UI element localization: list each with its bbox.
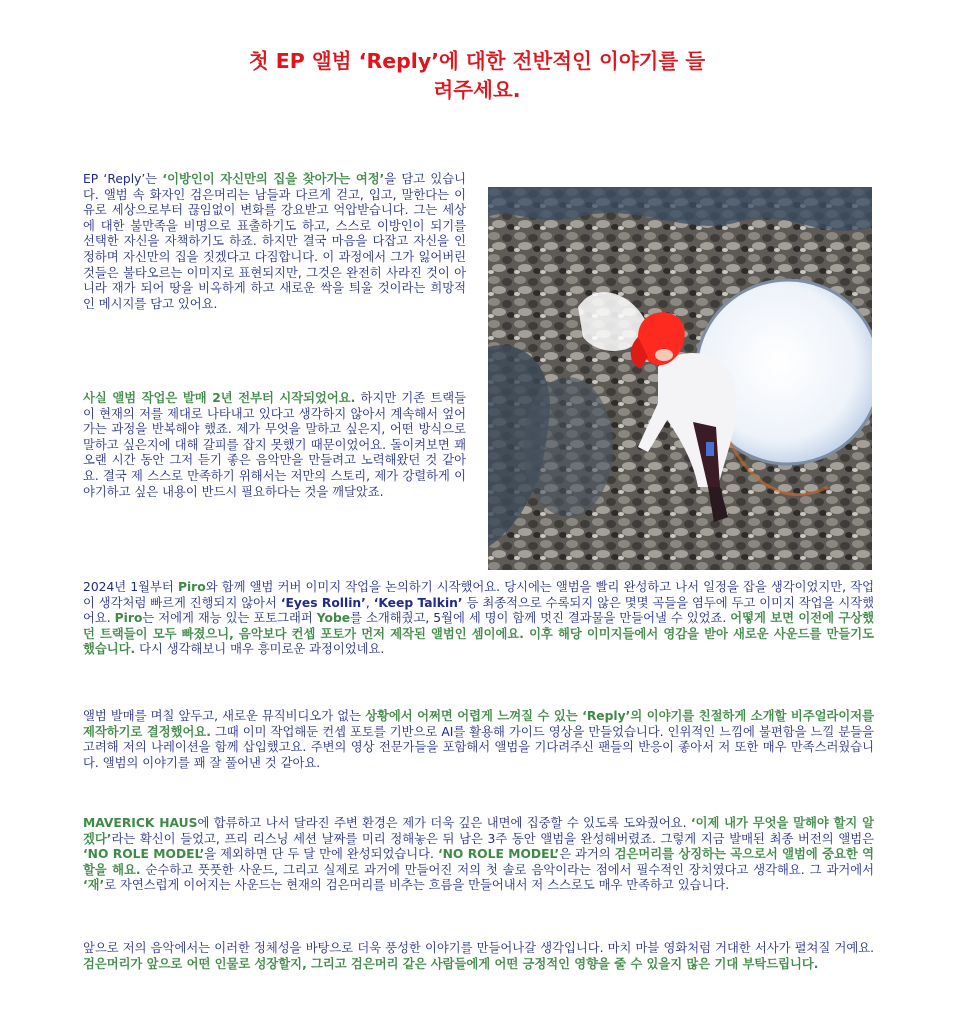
p5-segment: ‘재’ xyxy=(83,878,105,893)
paragraph-future xyxy=(83,941,874,972)
p5-segment: 에 합류하고 나서 달라진 주변 환경은 제가 더욱 깊은 내면에 집중할 수 있도록 도와줬어요. xyxy=(197,816,691,830)
p3-segment: 는 저에게 재능 있는 포토그래퍼 xyxy=(142,611,317,626)
p3-segment: , xyxy=(365,595,374,610)
p3-segment: 다시 생각해보니 매우 흥미로운 과정이었네요. xyxy=(135,642,385,657)
p5-segment: 을 제외하면 단 두 달 만에 완성되었습니다. xyxy=(204,847,438,862)
paragraph-album-work xyxy=(83,391,466,500)
p3-segment: ‘Keep Talkin’ xyxy=(373,595,463,610)
p5-segment: ‘NO ROLE MODEL’ xyxy=(83,847,205,862)
p5-segment: MAVERICK HAUS xyxy=(83,816,198,830)
p3-segment: Yobe xyxy=(316,611,351,626)
p5-segment: 은 과거의 xyxy=(559,847,615,862)
page-title xyxy=(0,47,954,105)
p3-segment: ‘Eyes Rollin’ xyxy=(280,595,366,610)
paragraph-visualizer xyxy=(83,709,874,771)
paragraph-ep-concept xyxy=(83,172,466,312)
p6-segment: 검은머리가 앞으로 어떤 인물로 성장할지, 그리고 검은머리 같은 사람들에게 어떤 긍정적인 영향을 줄 수 있을지 많은 기대 부탁드립니다. xyxy=(83,956,819,971)
p5-segment: ‘NO ROLE MODEL’ xyxy=(437,847,560,862)
p4-segment: 앨범 발매를 며칠 앞두고, 새로운 뮤직비디오가 없는 xyxy=(83,709,366,723)
title-line-1: 첫 EP 앨범 ‘Reply’에 대한 전반적인 이야기를 들 xyxy=(248,49,706,73)
p2-segment: 사실 앨범 작업은 발매 2년 전부터 시작되었어요. xyxy=(83,391,356,405)
p3-segment: Piro xyxy=(177,580,206,594)
p3-segment: 등 최종적으로 수록되지 않은 몇몇 곡들을 염두에 두고 이미지 작업을 시작했어요. xyxy=(83,595,874,626)
p5-segment: ‘이제 내가 무엇을 말해야 할지 알겠다’ xyxy=(83,816,874,846)
album-concept-photo xyxy=(488,187,872,570)
p3-segment: 어떻게 보면 이전에 구상했던 트랙들이 모두 빠졌으니, 음악보다 컨셉 포토가 먼저 제작된 앨범인 셈이에요. 이후 해당 이미지들에서 영감을 받아 새로운 사운드를 만들기도 했습니다. xyxy=(83,611,875,657)
p2-segment: 하지만 기존 트랙들이 현재의 저를 제대로 나타내고 있다고 생각하지 않아서 계속해서 엎어가는 과정을 반복해야 했죠. 제가 무엇을 말하고 싶은지, 어떤 방식으로 말하고 싶은지에 대해 갈피를 잡지 못했기 때문이었어요. 돌이켜보면 꽤 오랜 시간 동안 그저 듣기 좋은 음악만을 만들려고 노력해왔던 것 같아요. 결국 제 스스로 만족하기 위해서는 저만의 스토리, 제가 강렬하게 이야기하고 싶은 내용이 반드시 필요하다는 것을 깨달았죠. xyxy=(83,391,466,499)
p6-segment: 앞으로 저의 음악에서는 이러한 정체성을 바탕으로 더욱 풍성한 이야기를 만들어나갈 생각입니다. 마치 마블 영화처럼 거대한 서사가 펼쳐질 거예요. xyxy=(83,941,874,955)
p1-segment: 을 담고 있습니다. 앨범 속 화자인 검은머리는 남들과 다르게 걷고, 입고, 말한다는 이유로 세상으로부터 끊임없이 변화를 강요받고 억압받습니다. 그는 세상에 대한 불만족을 비명으로 표출하기도 하고, 스스로 이방인이 되기를 선택한 자신을 자책하기도 하죠. 하지만 결국 마음을 다잡고 자신을 인정하며 자신만의 집을 짓겠다고 다짐합니다. 이 과정에서 그가 잃어버린 것들은 불타오르는 이미지로 표현되지만, 그것은 완전히 사라진 것이 아니라 재가 되어 땅을 비옥하게 하고 새로운 싹을 틔울 것이라는 희망적인 메시지를 담고 있어요. xyxy=(83,172,467,311)
p5-segment: 라는 확신이 들었고, 프리 리스닝 세션 날짜를 미리 정해놓은 뒤 남은 3주 동안 앨범을 완성해버렸죠. 그렇게 지금 발매된 최종 버전의 앨범은 xyxy=(111,831,874,846)
p1-segment: ‘이방인이 자신만의 집을 찾아가는 여정’ xyxy=(162,172,385,186)
p3-segment: Piro xyxy=(114,611,143,626)
p5-segment: 순수하고 풋풋한 사운드, 그리고 실제로 과거에 만들어진 저의 첫 솔로 음악이라는 점에서 필수적인 장치였다고 생각해요. 그 과거에서 xyxy=(140,862,874,877)
paragraph-maverick-haus xyxy=(83,816,874,894)
p1-segment: EP ‘Reply’는 xyxy=(83,172,163,186)
p4-segment: 상황에서 어쩌면 어렵게 느껴질 수 있는 ‘Reply’의 이야기를 친절하게 소개할 비주얼라이저를 제작하기로 결정했어요. xyxy=(83,709,874,739)
p3-segment: 와 함께 앨범 커버 이미지 작업을 논의하기 시작했어요. 당시에는 앨범을 빨리 완성하고 나서 일정을 잡을 생각이었지만, 작업이 생각처럼 빠르게 진행되지 않아서 xyxy=(83,580,874,610)
p3-segment: 를 소개해줬고, 5월에 세 명이 함께 멋진 결과물을 만들어낼 수 있었죠. xyxy=(350,611,731,626)
title-line-2: 려주세요. xyxy=(433,78,521,102)
paragraph-cover-work xyxy=(83,580,874,658)
p3-segment: 2024년 1월부터 xyxy=(83,580,178,594)
p5-segment: 로 자연스럽게 이어지는 사운드는 현재의 검은머리를 비추는 흐름을 만들어내서 저 스스로도 매우 만족하고 있습니다. xyxy=(104,878,730,893)
p4-segment: 그때 이미 작업해둔 컨셉 포토를 기반으로 AI를 활용해 가이드 영상을 만들었습니다. 인위적인 느낌에 불편함을 느낄 분들을 고려해 저의 나레이션을 함께 삽입했고요. 주변의 영상 전문가들을 포함해서 앨범을 기다려주신 팬들의 반응이 좋아서 저 또한 매우 만족스러웠습니다. 앨범의 이야기를 꽤 잘 풀어낸 것 같아요. xyxy=(83,724,874,770)
p5-segment: 검은머리를 상징하는 곡으로서 앨범에 중요한 역할을 해요. xyxy=(83,847,874,877)
